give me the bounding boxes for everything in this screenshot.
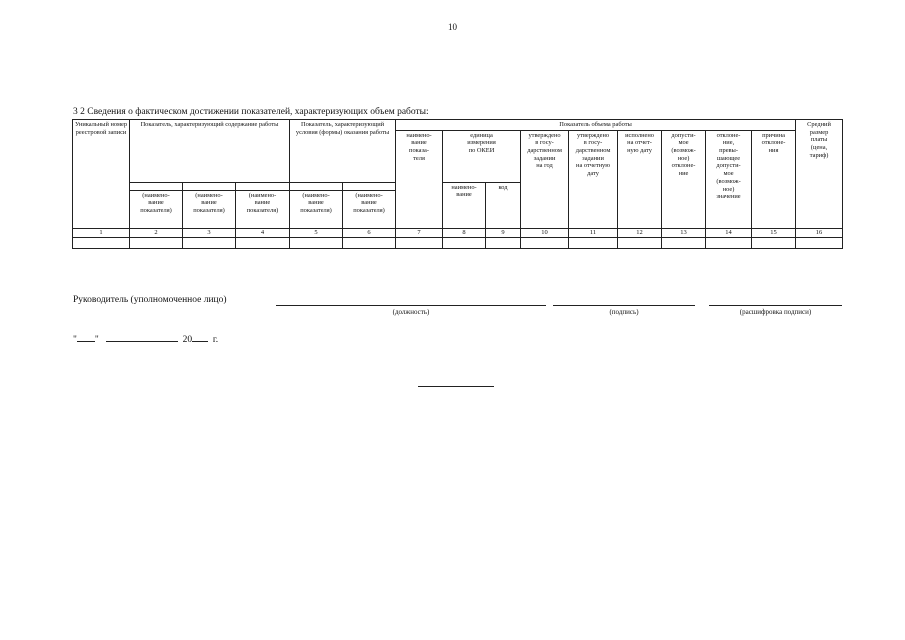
table-cell (706, 237, 752, 248)
header-conditions-blank (290, 182, 343, 190)
column-number: 12 (618, 228, 662, 237)
section-title: 3 2 Сведения о фактическом достижении показателей, характеризующих объем работы: (73, 107, 429, 117)
column-number: 2 (130, 228, 183, 237)
table-cell (662, 237, 706, 248)
table-cell (752, 237, 796, 248)
column-number: 9 (486, 228, 521, 237)
table-cell (521, 237, 569, 248)
column-number: 16 (796, 228, 843, 237)
date-close-quote: " (94, 335, 99, 345)
table-data-row (73, 237, 843, 248)
header-approved-year: утверждено в госу- дарственном задании на год (521, 130, 569, 228)
header-content-blank (183, 182, 236, 190)
header-sub-indicator: (наимено- вание показателя) (130, 190, 183, 228)
header-unit-code: код (486, 182, 521, 228)
column-number: 15 (752, 228, 796, 237)
table-cell (486, 237, 521, 248)
header-sub-indicator: (наимено- вание показателя) (343, 190, 396, 228)
date-open-quote: " (73, 335, 77, 345)
header-allowed-deviation: допусти- мое (возмож- ное) отклоне- ние (662, 130, 706, 228)
column-number: 3 (183, 228, 236, 237)
header-sub-indicator: (наимено- вание показателя) (290, 190, 343, 228)
table-cell (396, 237, 443, 248)
signer-label: Руководитель (уполномоченное лицо) (73, 295, 227, 305)
table-cell (73, 237, 130, 248)
month-blank (106, 332, 178, 342)
year-suffix: г. (212, 335, 219, 345)
column-number: 7 (396, 228, 443, 237)
header-avg-fee: Средний размер платы (цена, тариф) (796, 120, 843, 229)
column-number: 8 (443, 228, 486, 237)
table-cell (443, 237, 486, 248)
header-conditions-blank (343, 182, 396, 190)
header-unique-number: Уникальный номер реестровой записи (73, 120, 130, 229)
year-blank (192, 332, 208, 342)
header-exceeding-deviation: отклоне- ние, превы- шающее допусти- мое (возмож- ное) значение (706, 130, 752, 228)
year-prefix: 20 (182, 335, 193, 345)
header-indicator-name: наимено- вание показа- теля (396, 130, 443, 228)
signature-block (73, 293, 843, 323)
header-unit: единица измерения по ОКЕИ (443, 130, 521, 182)
column-number-row (73, 228, 843, 237)
header-deviation-reason: причина отклоне- ния (752, 130, 796, 228)
position-line (276, 305, 546, 306)
day-blank (77, 332, 95, 342)
date-line (73, 332, 218, 345)
header-volume-indicator: Показатель объема работы (396, 120, 796, 131)
header-sub-indicator: (наимено- вание показателя) (183, 190, 236, 228)
position-caption: (должность) (392, 308, 430, 316)
header-sub-indicator: (наимено- вание показателя) (236, 190, 290, 228)
header-executed: исполнено на отчет- ную дату (618, 130, 662, 228)
decoding-caption: (расшифровка подписи) (739, 308, 812, 316)
report-table (72, 119, 843, 249)
column-number: 4 (236, 228, 290, 237)
table-cell (569, 237, 618, 248)
column-number: 13 (662, 228, 706, 237)
table-cell (236, 237, 290, 248)
table-cell (183, 237, 236, 248)
header-unit-name: наимено- вание (443, 182, 486, 228)
table-cell (290, 237, 343, 248)
page-number: 10 (448, 22, 457, 32)
header-content-blank (130, 182, 183, 190)
table-cell (618, 237, 662, 248)
table-cell (796, 237, 843, 248)
column-number: 6 (343, 228, 396, 237)
column-number: 11 (569, 228, 618, 237)
header-approved-date: утверждено в госу- дарственном задании на отчетную дату (569, 130, 618, 228)
table-cell (130, 237, 183, 248)
column-number: 1 (73, 228, 130, 237)
decoding-line (709, 305, 842, 306)
header-content-indicator: Показатель, характеризующий содержание работы (130, 120, 290, 183)
footer-rule (418, 386, 494, 387)
column-number: 10 (521, 228, 569, 237)
column-number: 5 (290, 228, 343, 237)
table-cell (343, 237, 396, 248)
header-content-blank (236, 182, 290, 190)
column-number: 14 (706, 228, 752, 237)
signature-caption: (подпись) (609, 308, 639, 316)
signature-line (553, 305, 695, 306)
header-conditions-indicator: Показатель, характеризующий условия (формы) оказания работы (290, 120, 396, 183)
